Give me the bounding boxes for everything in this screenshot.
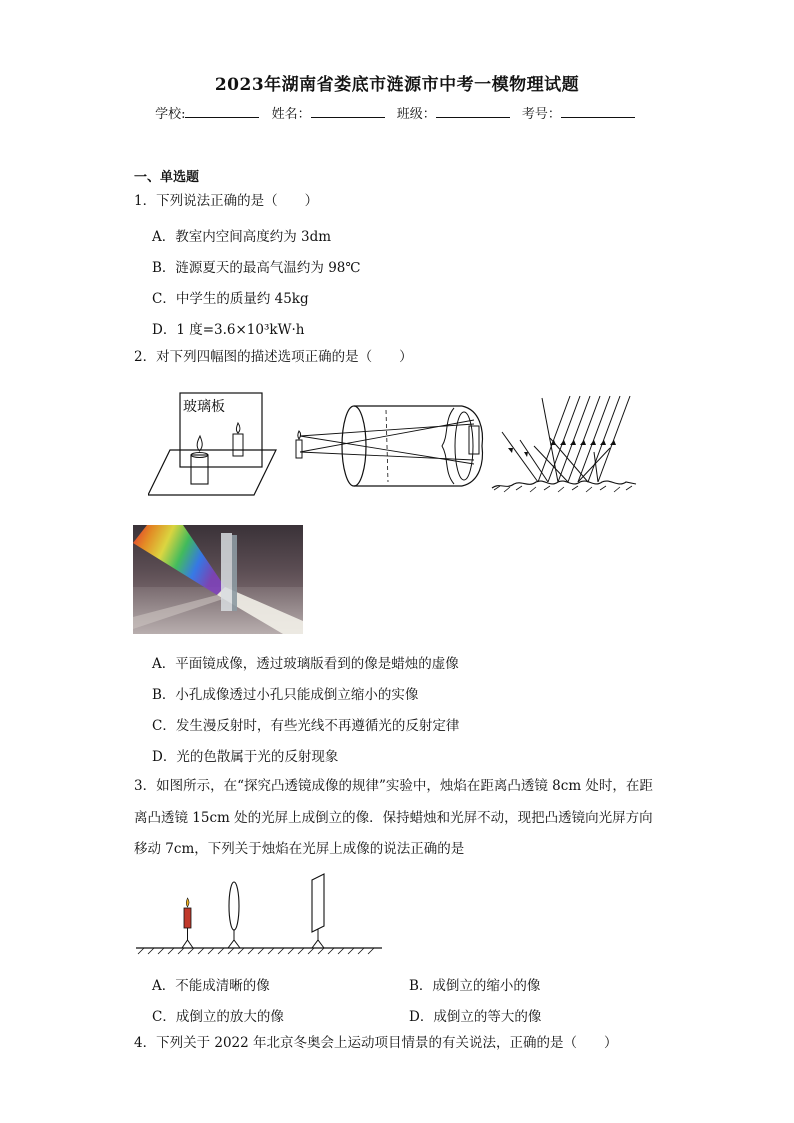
q2-option-b: B．小孔成像透过小孔只能成倒立缩小的实像 xyxy=(152,687,419,703)
school-blank[interactable] xyxy=(185,104,259,118)
diffuse-reflection-figure xyxy=(490,392,638,496)
optical-bench-figure xyxy=(134,870,384,956)
q3-option-c: C．成倒立的放大的像 xyxy=(152,1009,284,1025)
q3-option-b: B．成倒立的缩小的像 xyxy=(409,978,541,994)
q1-option-c: C．中学生的质量约 45kg xyxy=(152,291,309,307)
q2-option-c: C．发生漫反射时，有些光线不再遵循光的反射定律 xyxy=(152,718,460,734)
plane-mirror-figure xyxy=(148,390,278,498)
name-field: 姓名： xyxy=(272,103,389,122)
q4-stem: 4．下列关于 2022 年北京冬奥会上运动项目情景的有关说法，正确的是（ ） xyxy=(134,1035,618,1051)
q3-stem: 3．如图所示，在“探究凸透镜成像的规律”实验中，烛焰在距离凸透镜 8cm 处时，在距 离凸透镜 15cm 处的光屏上成倒立的像．保持蜡烛和光屏不动，现把凸透镜向光屏方向 移动 7cm，下列关于烛焰在光屏上成像的说法正确的是 xyxy=(134,778,653,857)
section-title: 一、单选题 xyxy=(134,170,200,185)
dispersion-photo-art xyxy=(133,525,303,634)
q2-option-a: A．平面镜成像，透过玻璃版看到的像是蜡烛的虚像 xyxy=(152,656,459,672)
name-blank[interactable] xyxy=(311,104,385,118)
q2-option-d: D．光的色散属于光的反射现象 xyxy=(152,749,339,765)
q2-stem: 2．对下列四幅图的描述选项正确的是（ ） xyxy=(134,349,413,365)
school-field: 学校: xyxy=(155,103,263,122)
q1-option-b: B．涟源夏天的最高气温约为 98℃ xyxy=(152,260,361,276)
q1-option-a: A．教室内空间高度约为 3dm xyxy=(152,229,332,245)
class-field: 班级： xyxy=(397,103,514,122)
page-title: 2023年湖南省娄底市涟源市中考一模物理试题 xyxy=(214,75,580,95)
q1-stem: 1．下列说法正确的是（ ） xyxy=(134,193,319,209)
exam-number-field: 考号： xyxy=(522,103,639,122)
dispersion-photo xyxy=(133,525,303,634)
q3-option-d: D．成倒立的等大的像 xyxy=(409,1009,542,1025)
q1-option-d: D．1 度=3.6×10³kW·h xyxy=(152,322,305,338)
glass-plate-label: 玻璃板 xyxy=(183,398,225,414)
class-blank[interactable] xyxy=(436,104,510,118)
pinhole-camera-figure xyxy=(294,400,488,492)
q3-option-a: A．不能成清晰的像 xyxy=(152,978,270,994)
exam-number-blank[interactable] xyxy=(561,104,635,118)
student-info-line xyxy=(0,103,794,122)
